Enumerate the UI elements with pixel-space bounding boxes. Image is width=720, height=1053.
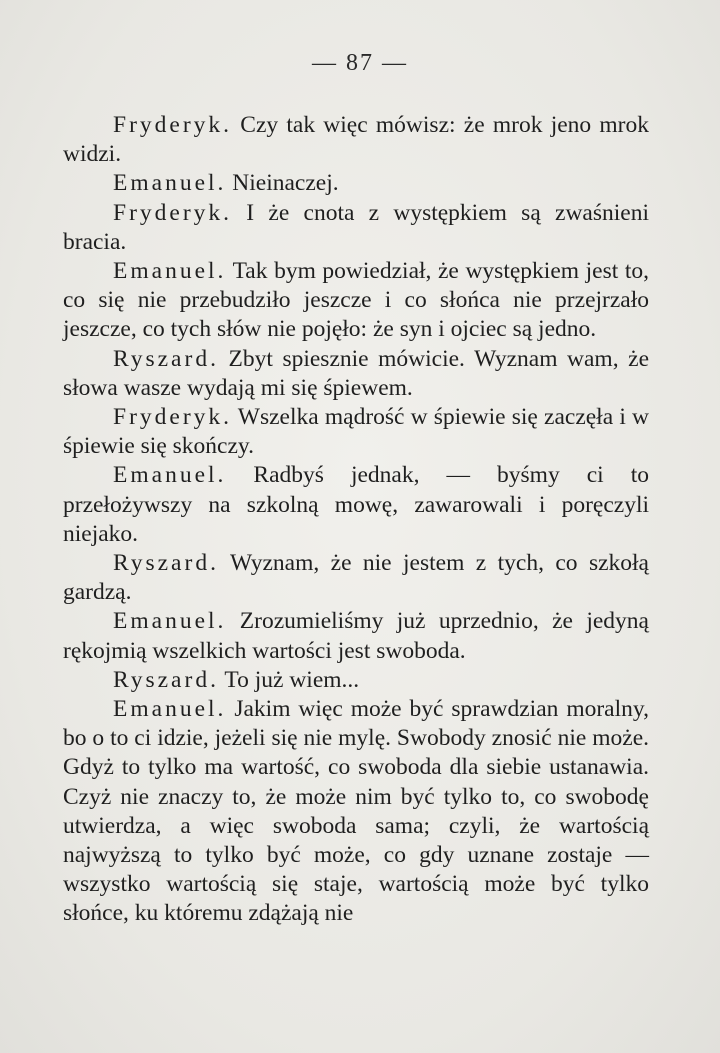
dialogue-line <box>63 199 649 257</box>
speaker-name: Fryderyk. <box>113 112 233 138</box>
speech-text: Wyznam, że nie jestem z tych, co szkołą gardzą. <box>63 550 649 606</box>
speech-text: Zbyt spiesznie mówicie. Wyznam wam, że słowa wasze wydają mi się śpiewem. <box>63 345 649 401</box>
speaker-name: Ryszard. <box>113 550 219 577</box>
speech-text: Jakim więc może być sprawdzian moralny, bo o to ci idzie, jeżeli się nie mylę. Swobody znosić nie może. Gdyż to tylko ma wartość, co swoboda dla siebie ustanawia. Czyż nie znaczy to, że może nim być tylko to, co swobodę utwierdza, a więc swoboda sama; czyli, że wartością najwyższą to tylko być może, co gdy uznane zostaje — wszystko wartością się staje, wartością może być tylko słońce, ku któremu zdążają nie <box>63 696 649 927</box>
dialogue-line <box>63 257 649 345</box>
speech-text: I że cnota z występkiem są zwaśnieni bracia. <box>63 199 649 255</box>
speaker-name: Fryderyk. <box>113 404 233 431</box>
dialogue-line <box>63 403 649 461</box>
speaker-name: Emanuel. <box>113 696 227 723</box>
dialogue-text <box>63 111 649 929</box>
dialogue-line <box>63 695 649 929</box>
speech-text: Tak bym powiedział, że występkiem jest to, co się nie przebudziło jeszcze i co słońca nie przejrzało jeszcze, co tych słów nie pojęło: że syn i ojciec są jedno. <box>63 258 649 343</box>
speech-text: Radbyś jednak, — byśmy ci to przełożywszy na szkolną mowę, zawarowali i poręczyli niejako. <box>63 462 649 547</box>
speech-text: To już wiem... <box>218 666 360 693</box>
speech-text: Wszelka mądrość w śpiewie się zaczęła i w śpiewie się skończy. <box>63 404 649 460</box>
speaker-name: Emanuel. <box>113 608 227 635</box>
speaker-name: Emanuel. <box>113 462 227 489</box>
dialogue-line <box>63 461 649 549</box>
page-number: — 87 — <box>312 50 408 76</box>
dialogue-line <box>63 666 649 695</box>
dialogue-line <box>63 169 649 198</box>
dialogue-line <box>63 345 649 403</box>
speaker-name: Emanuel. <box>113 258 227 285</box>
speaker-name: Fryderyk. <box>113 199 233 226</box>
speech-text: Nieinaczej. <box>226 170 339 197</box>
speech-text: Czy tak więc mówisz: że mrok jeno mrok widzi. <box>63 112 649 168</box>
dialogue-line <box>63 549 649 607</box>
speaker-name: Ryszard. <box>113 666 219 693</box>
dialogue-line <box>63 111 649 169</box>
dialogue-line <box>63 607 649 665</box>
speaker-name: Emanuel. <box>113 170 227 197</box>
speaker-name: Ryszard. <box>113 345 219 372</box>
speech-text: Zrozumieliśmy już uprzednio, że jedyną rękojmią wszelkich wartości jest swoboda. <box>63 608 649 664</box>
